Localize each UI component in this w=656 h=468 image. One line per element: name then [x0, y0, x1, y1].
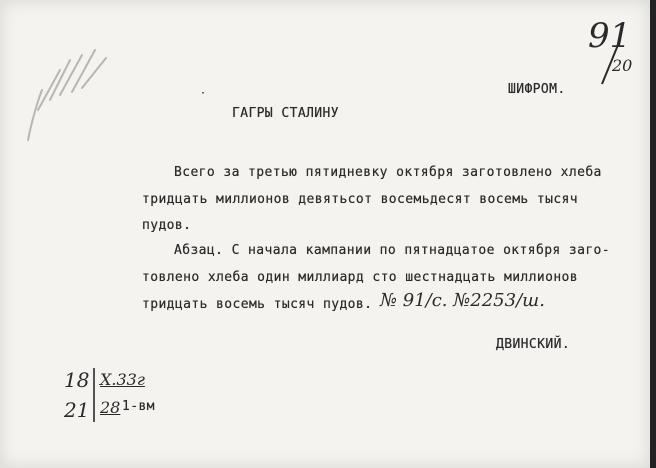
paragraph-2-line-3: тридцать восемь тысяч пудов.: [142, 297, 373, 312]
paragraph-2-line-2: товлено хлеба один миллиард сто шестнадцать миллионов: [142, 270, 579, 285]
paragraph-1-line-3: пудов.: [142, 218, 192, 233]
date-line-2-number: 21: [64, 398, 90, 422]
paragraph-2-line-1: Абзац. С начала кампании по пятнадцатое октября заго-: [174, 243, 611, 258]
signature: ДВИНСКИЙ.: [496, 337, 571, 352]
bullet-dot: ·: [200, 88, 207, 99]
marking-label: ШИФРОМ.: [508, 82, 566, 97]
date-divider: [88, 366, 100, 426]
archive-number-top: 91: [588, 16, 632, 56]
registry-note: № 91/с. №2253/ш.: [380, 290, 545, 311]
date-line-2-date: 28: [100, 398, 121, 417]
date-line-2-suffix: 1-вм: [122, 399, 155, 414]
addressee: ГАГРЫ СТАЛИНУ: [232, 106, 339, 121]
date-line-1-number: 18: [64, 368, 90, 392]
handwritten-scribble: [20, 40, 110, 150]
date-line-1-date: X.33г: [100, 370, 145, 389]
paragraph-1-line-1: Всего за третью пятидневку октября заготовлено хлеба: [174, 165, 602, 180]
archive-number-bottom: 20: [612, 56, 633, 75]
scan-edge: [650, 0, 656, 468]
paragraph-1-line-2: тридцать миллионов девятьсот восемьдесят восемь тысяч: [142, 192, 579, 207]
